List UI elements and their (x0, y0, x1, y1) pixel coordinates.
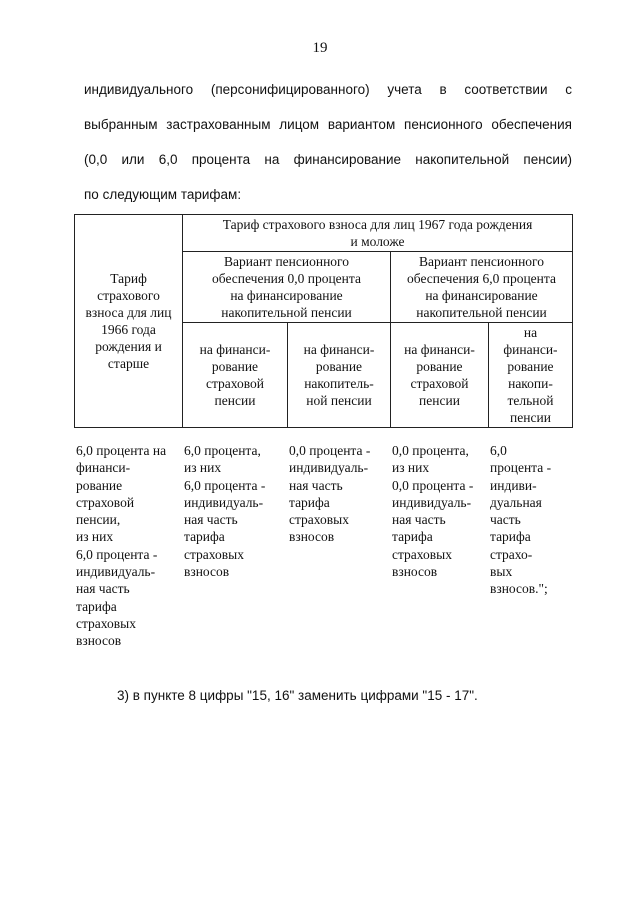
value-cell-variant6-insurance: 0,0 процента, из них 0,0 процента - индивидуаль- ная часть тарифа страховых взносов (392, 443, 474, 580)
intro-paragraph (84, 72, 572, 212)
page-number: 19 (312, 40, 328, 56)
header-variant-0-percent: Вариант пенсионного обеспечения 0,0 процента на финансирование накопительной пенсии (183, 252, 391, 323)
value-cell-variant6-funded: 6,0 процента - индиви- дуальная часть тарифа страхо- вых взносов."; (490, 443, 552, 597)
value-cell-1966: 6,0 процента на финанси- рование страховой пенсии, из них 6,0 процента - индивидуаль- ная часть тарифа страховых взносов (76, 443, 167, 649)
intro-line: индивидуального (персонифицированного) учета в соответствии с (84, 82, 572, 97)
header-tariff-1967-and-younger: Тариф страхового взноса для лиц 1967 года рождения и моложе (183, 215, 573, 252)
tariff-table-header (74, 214, 573, 428)
subheader-funded-pension: на финанси- рование накопитель- ной пенсии (288, 323, 391, 428)
intro-line: по следующим тарифам: (84, 187, 242, 202)
subheader-insurance-pension: на финанси- рование страховой пенсии (391, 323, 489, 428)
subheader-insurance-pension: на финанси- рование страховой пенсии (183, 323, 288, 428)
subheader-funded-pension: на финанси- рование накопи- тельной пенсии (489, 323, 573, 428)
intro-line: (0,0 или 6,0 процента на финансирование накопительной пенсии) (84, 152, 572, 167)
value-cell-variant0-insurance: 6,0 процента, из них 6,0 процента - индивидуаль- ная часть тарифа страховых взносов (184, 443, 266, 580)
intro-line: выбранным застрахованным лицом вариантом пенсионного обеспечения (84, 117, 572, 132)
amendment-text: 3) в пункте 8 цифры "15, 16" заменить цифрами "15 - 17". (117, 688, 478, 703)
value-cell-variant0-funded: 0,0 процента - индивидуаль- ная часть тарифа страховых взносов (289, 443, 371, 545)
header-variant-6-percent: Вариант пенсионного обеспечения 6,0 процента на финансирование накопительной пенсии (391, 252, 573, 323)
tariff-values-row (74, 442, 572, 650)
header-tariff-1966-and-older: Тариф страхового взноса для лиц 1966 года рождения и старше (75, 215, 183, 428)
